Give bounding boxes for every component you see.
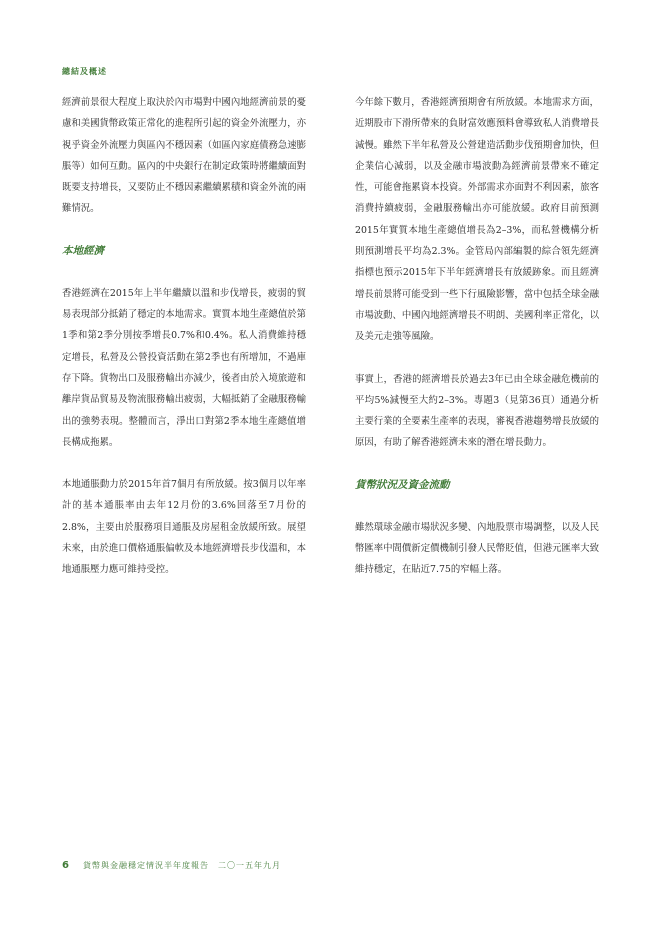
footer-title: 貨幣與金融穩定情況半年度報告 二〇一五年九月 [82, 861, 281, 870]
paragraph: 事實上，香港的經濟增長於過去3年已由全球金融危機前的平均5%減慢至大約2–3%。專題3（見第36頁）通過分析主要行業的全要素生產率的表現，審視香港趨勢增長放緩的原因，有助了解香港經濟未來的潛在增長動力。 [355, 373, 599, 449]
section-header: 總結及概述 [62, 67, 107, 76]
left-column [62, 92, 306, 602]
paragraph: 香港經濟在2015年上半年繼續以溫和步伐增長，疲弱的貿易表現部分抵銷了穩定的本地需求。實質本地生產總值於第1季和第2季分別按季增長0.7%和0.4%。私人消費維持穩定增長，私營及公營投資活動在第2季也有所增加，不過庫存下降。貨物出口及服務輸出亦減少，後者由於入境旅遊和離岸貨品貿易及物流服務輸出疲弱，大幅抵銷了金融服務輸出的強勢表現。整體而言，淨出口對第2季本地生產總值增長構成拖累。 [62, 287, 306, 448]
page-footer [62, 860, 281, 871]
paragraph: 本地通脹動力於2015年首7個月有所放緩。按3個月以年率計的基本通脹率由去年12月份的3.6%回落至7月份的2.8%，主要由於服務項目通脹及房屋租金放緩所致。展望未來，由於進口價格通脹偏軟及本地經濟增長步伐溫和，本地通脹壓力應可維持受控。 [62, 479, 306, 576]
paragraph: 經濟前景很大程度上取決於內市場對中國內地經濟前景的憂慮和美國貨幣政策正常化的進程所引起的資金外流壓力，亦視乎資金外流壓力與區內不穩因素（如區內家庭債務急速膨脹等）如何互動。區內的中央銀行在制定政策時將繼續面對既要支持增長，又要防止不穩因素繼續累積和資金外流的兩難情況。 [62, 97, 306, 215]
paragraph: 今年餘下數月，香港經濟預期會有所放緩。本地需求方面，近期股市下滑所帶來的負財富效應預料會導致私人消費增長減慢。雖然下半年私營及公營建造活動步伐預期會加快，但企業信心減弱，以及金融市場波動為經濟前景帶來不確定性，可能會拖累資本投資。外部需求亦面對不利因素，旅客消費持續疲弱，金融服務輸出亦可能放緩。政府目前預測2015年實質本地生產總值增長為2–3%，而私營機構分析則預測增長平均為2.3%。金管局內部編製的綜合領先經濟指標也預示2015年下半年經濟增長有放緩跡象。而且經濟增長前景將可能受到一些下行風險影響，當中包括全球金融市場波動、中國內地經濟增長不明朗、美國利率正常化，以及美元走強等風險。 [355, 97, 599, 343]
right-column [355, 92, 599, 602]
heading-monetary-conditions: 貨幣狀況及資金流動 [355, 478, 450, 491]
page-number: 6 [62, 860, 69, 871]
heading-local-economy: 本地經濟 [62, 244, 104, 257]
paragraph: 雖然環球金融市場狀況多變、內地股票市場調整，以及人民幣匯率中間價新定價機制引發人民幣貶值，但港元匯率大致維持穩定，在貼近7.75的窄幅上落。 [355, 521, 599, 576]
